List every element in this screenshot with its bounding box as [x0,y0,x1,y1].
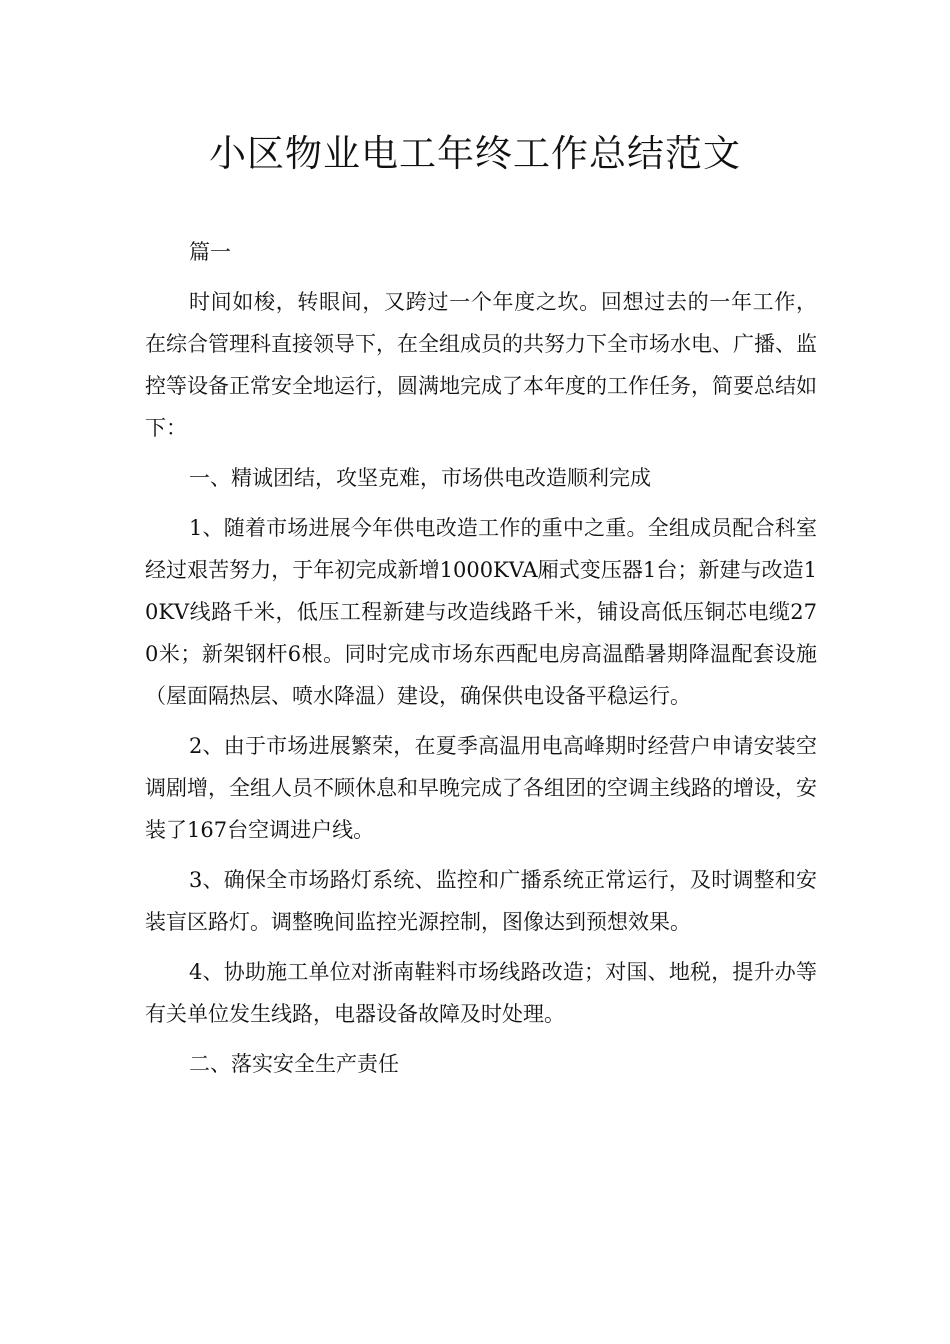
item-paragraph-3: 3、确保全市场路灯系统、监控和广播系统正常运行，及时调整和安装盲区路灯。调整晚间监控光源控制，图像达到预想效果。 [145,868,817,934]
section-heading-2: 二、落实安全生产责任 [189,1052,399,1076]
document-body [145,231,817,1093]
item-paragraph-2: 2、由于市场进展繁荣，在夏季高温用电高峰期时经营户申请安装空调剧增，全组人员不顾休息和早晚完成了各组团的空调主线路的增设，安装了167台空调进户线。 [145,734,817,842]
section-label: 篇一 [189,240,231,264]
intro-paragraph: 时间如梭，转眼间，又跨过一个年度之坎。回想过去的一年工作，在综合管理科直接领导下，在全组成员的共努力下全市场水电、广播、监控等设备正常安全地运行，圆满地完成了本年度的工作任务，简要总结如下： [145,290,817,440]
item-paragraph-4: 4、协助施工单位对浙南鞋料市场线路改造；对国、地税，提升办等有关单位发生线路，电器设备故障及时处理。 [145,960,817,1026]
document-title: 小区物业电工年终工作总结范文 [209,132,741,175]
section-heading-1: 一、精诚团结，攻坚克难，市场供电改造顺利完成 [189,466,651,490]
item-paragraph-1: 1、随着市场进展今年供电改造工作的重中之重。全组成员配合科室经过艰苦努力，于年初完成新增1000KVA厢式变压器1台；新建与改造10KV线路千米，低压工程新建与改造线路千米，铺设高低压铜芯电缆270米；新架钢杆6根。同时完成市场东西配电房高温酷暑期降温配套设施（屋面隔热层、喷水降温）建设，确保供电设备平稳运行。 [145,516,817,708]
